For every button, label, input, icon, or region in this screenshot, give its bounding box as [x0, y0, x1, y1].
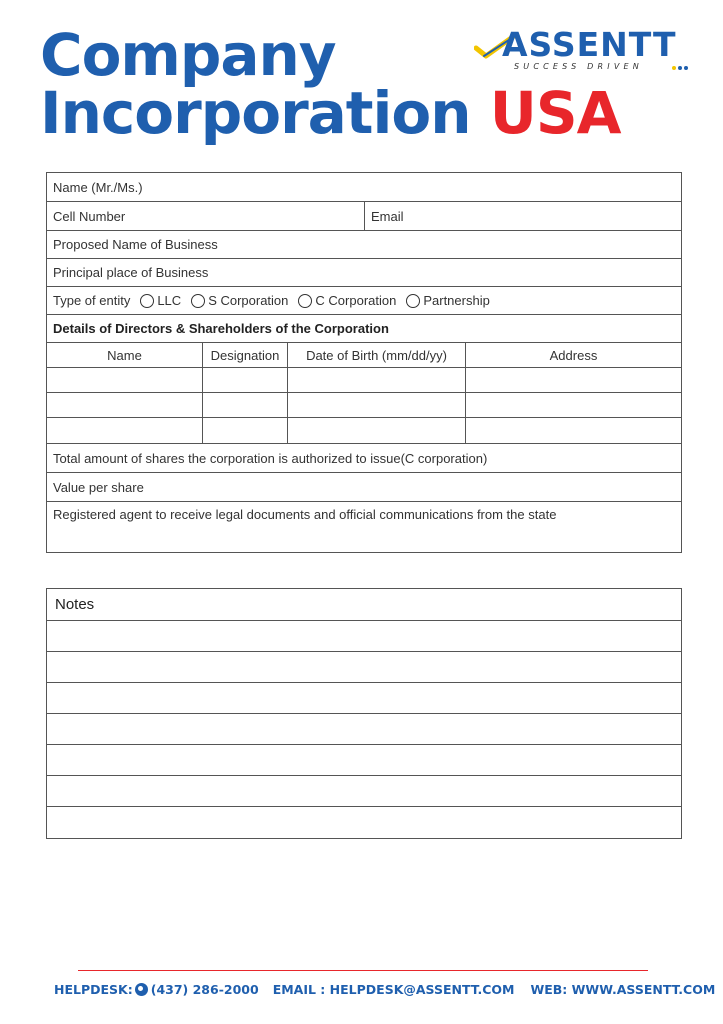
notes-box	[46, 588, 682, 839]
table-cell[interactable]	[47, 368, 203, 393]
column-header-address: Address	[466, 343, 681, 368]
title-line-1: Company	[40, 21, 336, 89]
email-field[interactable]	[365, 202, 404, 230]
notes-line[interactable]	[47, 776, 681, 807]
notes-line[interactable]	[47, 652, 681, 683]
business-name-row[interactable]	[47, 231, 681, 259]
principal-place-label: Principal place of Business	[53, 265, 209, 280]
shares-row[interactable]	[47, 444, 681, 473]
logo-tagline: SUCCESS DRIVEN	[514, 62, 643, 71]
notes-line[interactable]	[47, 745, 681, 776]
name-row[interactable]	[47, 173, 681, 202]
directors-table	[47, 343, 681, 444]
logo-brand: ASSENTT	[502, 25, 677, 64]
table-cell[interactable]	[466, 368, 681, 393]
value-per-share-label: Value per share	[53, 479, 144, 495]
directors-heading: Details of Directors & Shareholders of the Corporation	[53, 321, 389, 336]
notes-line[interactable]	[47, 683, 681, 714]
radio-llc-label: LLC	[157, 293, 182, 308]
title-usa: USA	[489, 79, 621, 147]
helpdesk-label: HELPDESK:	[54, 982, 133, 997]
radio-circle-icon	[140, 294, 154, 308]
entity-type-row	[47, 287, 681, 315]
principal-place-row[interactable]	[47, 259, 681, 287]
logo-dots	[672, 66, 688, 70]
whatsapp-icon	[135, 983, 148, 996]
registered-agent-row[interactable]	[47, 502, 681, 552]
shares-label: Total amount of shares the corporation is authorized to issue(C corporation)	[53, 450, 488, 466]
table-cell[interactable]	[203, 418, 288, 443]
email-label: Email	[371, 208, 404, 224]
radio-partnership[interactable]	[406, 293, 489, 308]
footer-web[interactable]: WEB: WWW.ASSENTT.COM	[530, 982, 716, 997]
table-cell[interactable]	[466, 418, 681, 443]
table-cell[interactable]	[203, 393, 288, 418]
radio-s-corporation[interactable]	[191, 293, 288, 308]
registered-agent-label: Registered agent to receive legal documents and official communications from the state	[53, 507, 557, 522]
entity-type-label: Type of entity	[53, 293, 131, 308]
name-label: Name (Mr./Ms.)	[53, 179, 143, 195]
table-cell[interactable]	[466, 393, 681, 418]
title-line-2	[40, 79, 621, 147]
radio-c-corporation[interactable]	[298, 293, 396, 308]
incorporation-form	[46, 172, 682, 553]
cell-number-label: Cell Number	[53, 208, 126, 224]
table-cell[interactable]	[203, 368, 288, 393]
assentt-logo	[474, 26, 688, 76]
table-cell[interactable]	[47, 418, 203, 443]
radio-c-corporation-label: C Corporation	[315, 293, 397, 308]
directors-heading-row	[47, 315, 681, 343]
contact-row	[47, 202, 681, 231]
helpdesk-phone[interactable]: (437) 286-2000	[150, 982, 259, 997]
cell-number-field[interactable]	[47, 202, 365, 230]
radio-circle-icon	[191, 294, 205, 308]
table-cell[interactable]	[288, 368, 466, 393]
radio-circle-icon	[298, 294, 312, 308]
value-per-share-row[interactable]	[47, 473, 681, 502]
notes-line[interactable]	[47, 714, 681, 745]
notes-line[interactable]	[47, 807, 681, 838]
business-name-label: Proposed Name of Business	[53, 237, 218, 252]
table-cell[interactable]	[288, 393, 466, 418]
table-cell[interactable]	[288, 418, 466, 443]
radio-partnership-label: Partnership	[423, 293, 490, 308]
column-header-name: Name	[47, 343, 203, 368]
footer-divider	[78, 970, 648, 971]
radio-s-corporation-label: S Corporation	[208, 293, 289, 308]
notes-heading: Notes	[47, 589, 681, 621]
radio-llc[interactable]	[140, 293, 181, 308]
column-header-designation: Designation	[203, 343, 288, 368]
table-cell[interactable]	[47, 393, 203, 418]
notes-line[interactable]	[47, 621, 681, 652]
column-header-dob: Date of Birth (mm/dd/yy)	[288, 343, 466, 368]
radio-circle-icon	[406, 294, 420, 308]
title-incorporation: Incorporation	[40, 79, 471, 147]
footer-contact	[54, 982, 715, 997]
footer-email[interactable]: EMAIL : HELPDESK@ASSENTT.COM	[272, 982, 515, 997]
